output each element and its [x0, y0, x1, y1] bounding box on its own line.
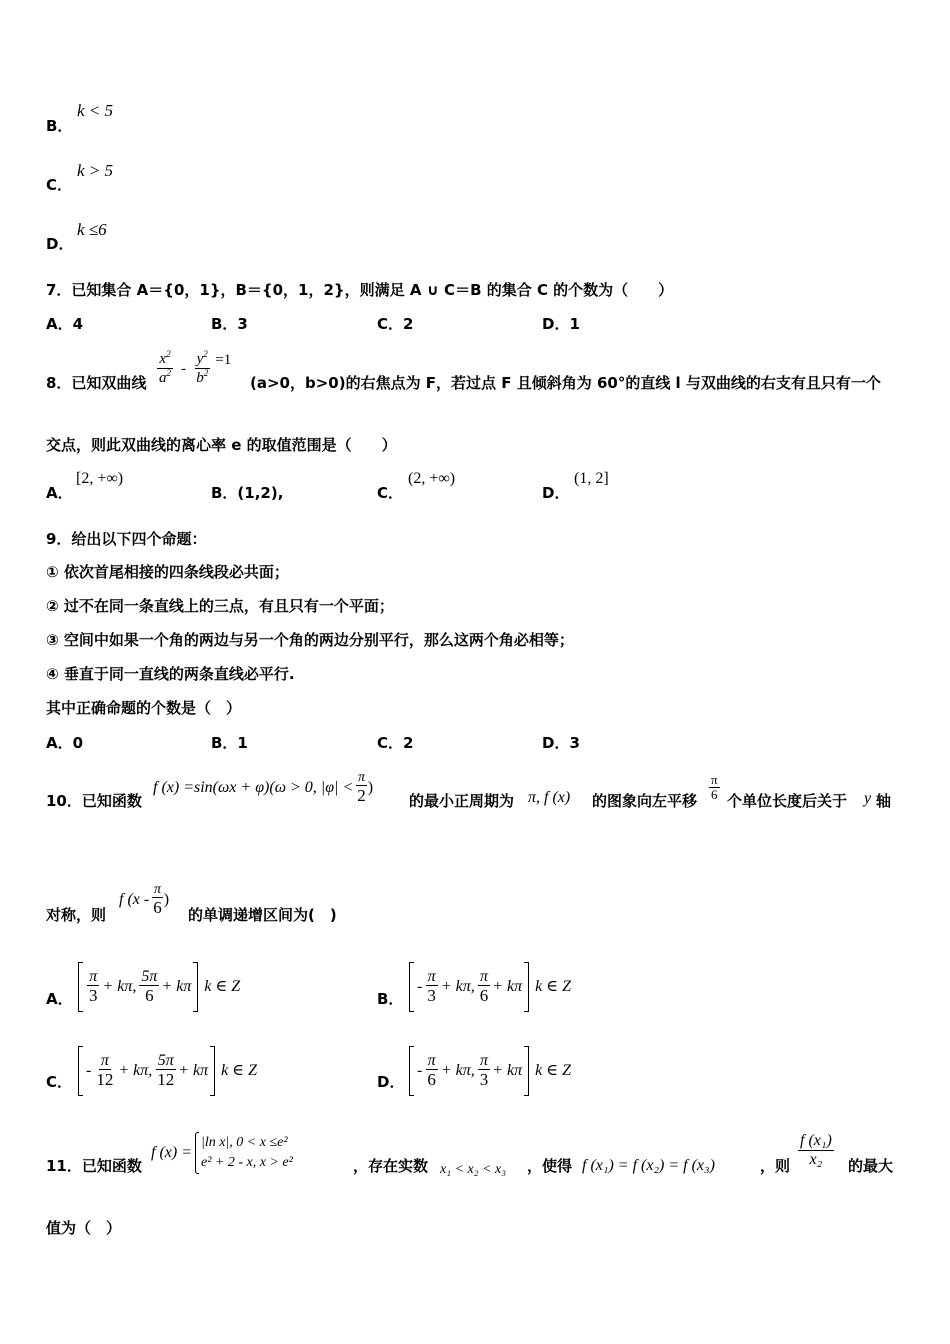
q10-y-variable: y	[864, 790, 872, 807]
q10-shifted-function: f (x - $\frac{\pi}{6}$ )	[119, 882, 170, 918]
q11-mid-1: ，存在实数	[353, 1157, 429, 1175]
q7-option-d: D．1	[542, 315, 580, 333]
q9-stem: 9．给出以下四个命题：	[46, 530, 207, 548]
q8-stem-line2: 交点，则此双曲线的离心率 e 的取值范围是（ ）	[46, 436, 397, 454]
q6-option-d-expr: k ≤6	[77, 220, 107, 239]
q6-option-b-label: B．	[46, 117, 73, 135]
q8-stem-prefix: 8．已知双曲线	[46, 374, 147, 392]
q10-stem-prefix: 10．已知函数	[46, 792, 142, 810]
q10-option-d-interval: - $\frac{\pi}{6}$ + kπ, $\frac{\pi}{3}$ + kπ k ∈ Z	[409, 1046, 571, 1096]
q11-piecewise-function: f (x) = |ln x|, 0 < x ≤e² e² + 2 - x, x > e²	[151, 1132, 293, 1174]
q10-option-a-label: A．	[46, 990, 73, 1008]
q6-option-c-label: C．	[46, 176, 73, 194]
q11-ratio: $\frac{\text{f (x₁)}}{\text{x₂}}$	[800, 1132, 832, 1168]
q7-option-a: A．4	[46, 315, 84, 333]
q11-equal-expr: f (x₁) = f (x₂) = f (x₃)	[582, 1157, 715, 1174]
q10-line2-suffix: 的单调递增区间为( )	[188, 906, 337, 924]
q10-option-d-label: D．	[377, 1073, 405, 1091]
q10-option-b-interval: - $\frac{\pi}{3}$ + kπ, $\frac{\pi}{6}$ + kπ k ∈ Z	[409, 962, 571, 1012]
q11-stem-prefix: 11．已知函数	[46, 1157, 142, 1175]
q9-question: 其中正确命题的个数是（ ）	[46, 699, 242, 717]
q10-option-a-interval: $\frac{\pi}{3}$ + kπ, $\frac{5\pi}{6}$ + kπ k ∈ Z	[78, 962, 240, 1012]
q9-option-c: C．2	[377, 734, 414, 752]
q10-mid-1: 的最小正周期为	[409, 792, 515, 810]
q10-line2-prefix: 对称，则	[46, 906, 107, 924]
q8-stem-suffix: (a>0，b>0)的右焦点为 F，若过点 F 且倾斜角为 60°的直线 l 与双曲线的右支有且只有一个	[250, 374, 881, 392]
q10-function-definition: f (x) =sin(ωx + φ)(ω > 0, |φ| < $\frac{\pi}{2}$ )	[153, 770, 374, 806]
q11-line2: 值为（ ）	[46, 1219, 122, 1237]
q6-option-b-expr: k < 5	[77, 101, 114, 120]
q7-option-b: B．3	[211, 315, 248, 333]
q8-option-d-expr: (1, 2]	[574, 470, 609, 487]
q8-hyperbola-equation: $\frac{x^2}{a^2}$ - $\frac{y^2}{b^2}$ =1	[159, 349, 232, 386]
q9-option-d: D．3	[542, 734, 580, 752]
q9-option-b: B．1	[211, 734, 248, 752]
q11-mid-2: ，使得	[527, 1157, 573, 1175]
q10-mid-3: 个单位长度后关于	[727, 792, 848, 810]
q10-option-c-label: C．	[46, 1073, 73, 1091]
q7-option-c: C．2	[377, 315, 414, 333]
q9-item-4: ④ 垂直于同一直线的两条直线必平行.	[46, 665, 295, 683]
q11-mid-3: ，则	[760, 1157, 791, 1175]
q11-ineq: x₁ < x₂ < x₃	[440, 1162, 507, 1177]
q10-option-b-label: B．	[377, 990, 404, 1008]
q8-option-a-label: A．	[46, 484, 73, 502]
q8-option-c-label: C．	[377, 484, 404, 502]
q9-option-a: A．0	[46, 734, 84, 752]
q6-option-c-expr: k > 5	[77, 161, 114, 180]
q9-item-1: ① 依次首尾相接的四条线段必共面；	[46, 563, 289, 581]
q8-option-b-label: B．(1,2),	[211, 484, 284, 502]
q9-item-2: ② 过不在同一条直线上的三点，有且只有一个平面；	[46, 597, 394, 615]
q10-mid-2: 的图象向左平移	[592, 792, 698, 810]
q10-shift-fraction: $\frac{\pi}{6}$	[711, 772, 718, 803]
q10-period-expr: π, f (x)	[528, 789, 571, 806]
q10-option-c-interval: - $\frac{\pi}{12}$ + kπ, $\frac{5\pi}{12}$ + kπ k ∈ Z	[78, 1046, 257, 1096]
q8-option-d-label: D．	[542, 484, 570, 502]
q7-stem: 7．已知集合 A＝{0，1}，B＝{0，1，2}，则满足 A ∪ C＝B 的集合 C 的个数为（ ）	[46, 281, 674, 299]
q9-item-3: ③ 空间中如果一个角的两边与另一个角的两边分别平行，那么这两个角必相等；	[46, 631, 574, 649]
q8-option-a-expr: [2, +∞)	[76, 470, 124, 487]
q6-option-d-label: D．	[46, 235, 74, 253]
q11-tail: 的最大	[848, 1157, 894, 1175]
q8-option-c-expr: (2, +∞)	[408, 470, 456, 487]
q10-axis-label: 轴	[876, 792, 892, 810]
